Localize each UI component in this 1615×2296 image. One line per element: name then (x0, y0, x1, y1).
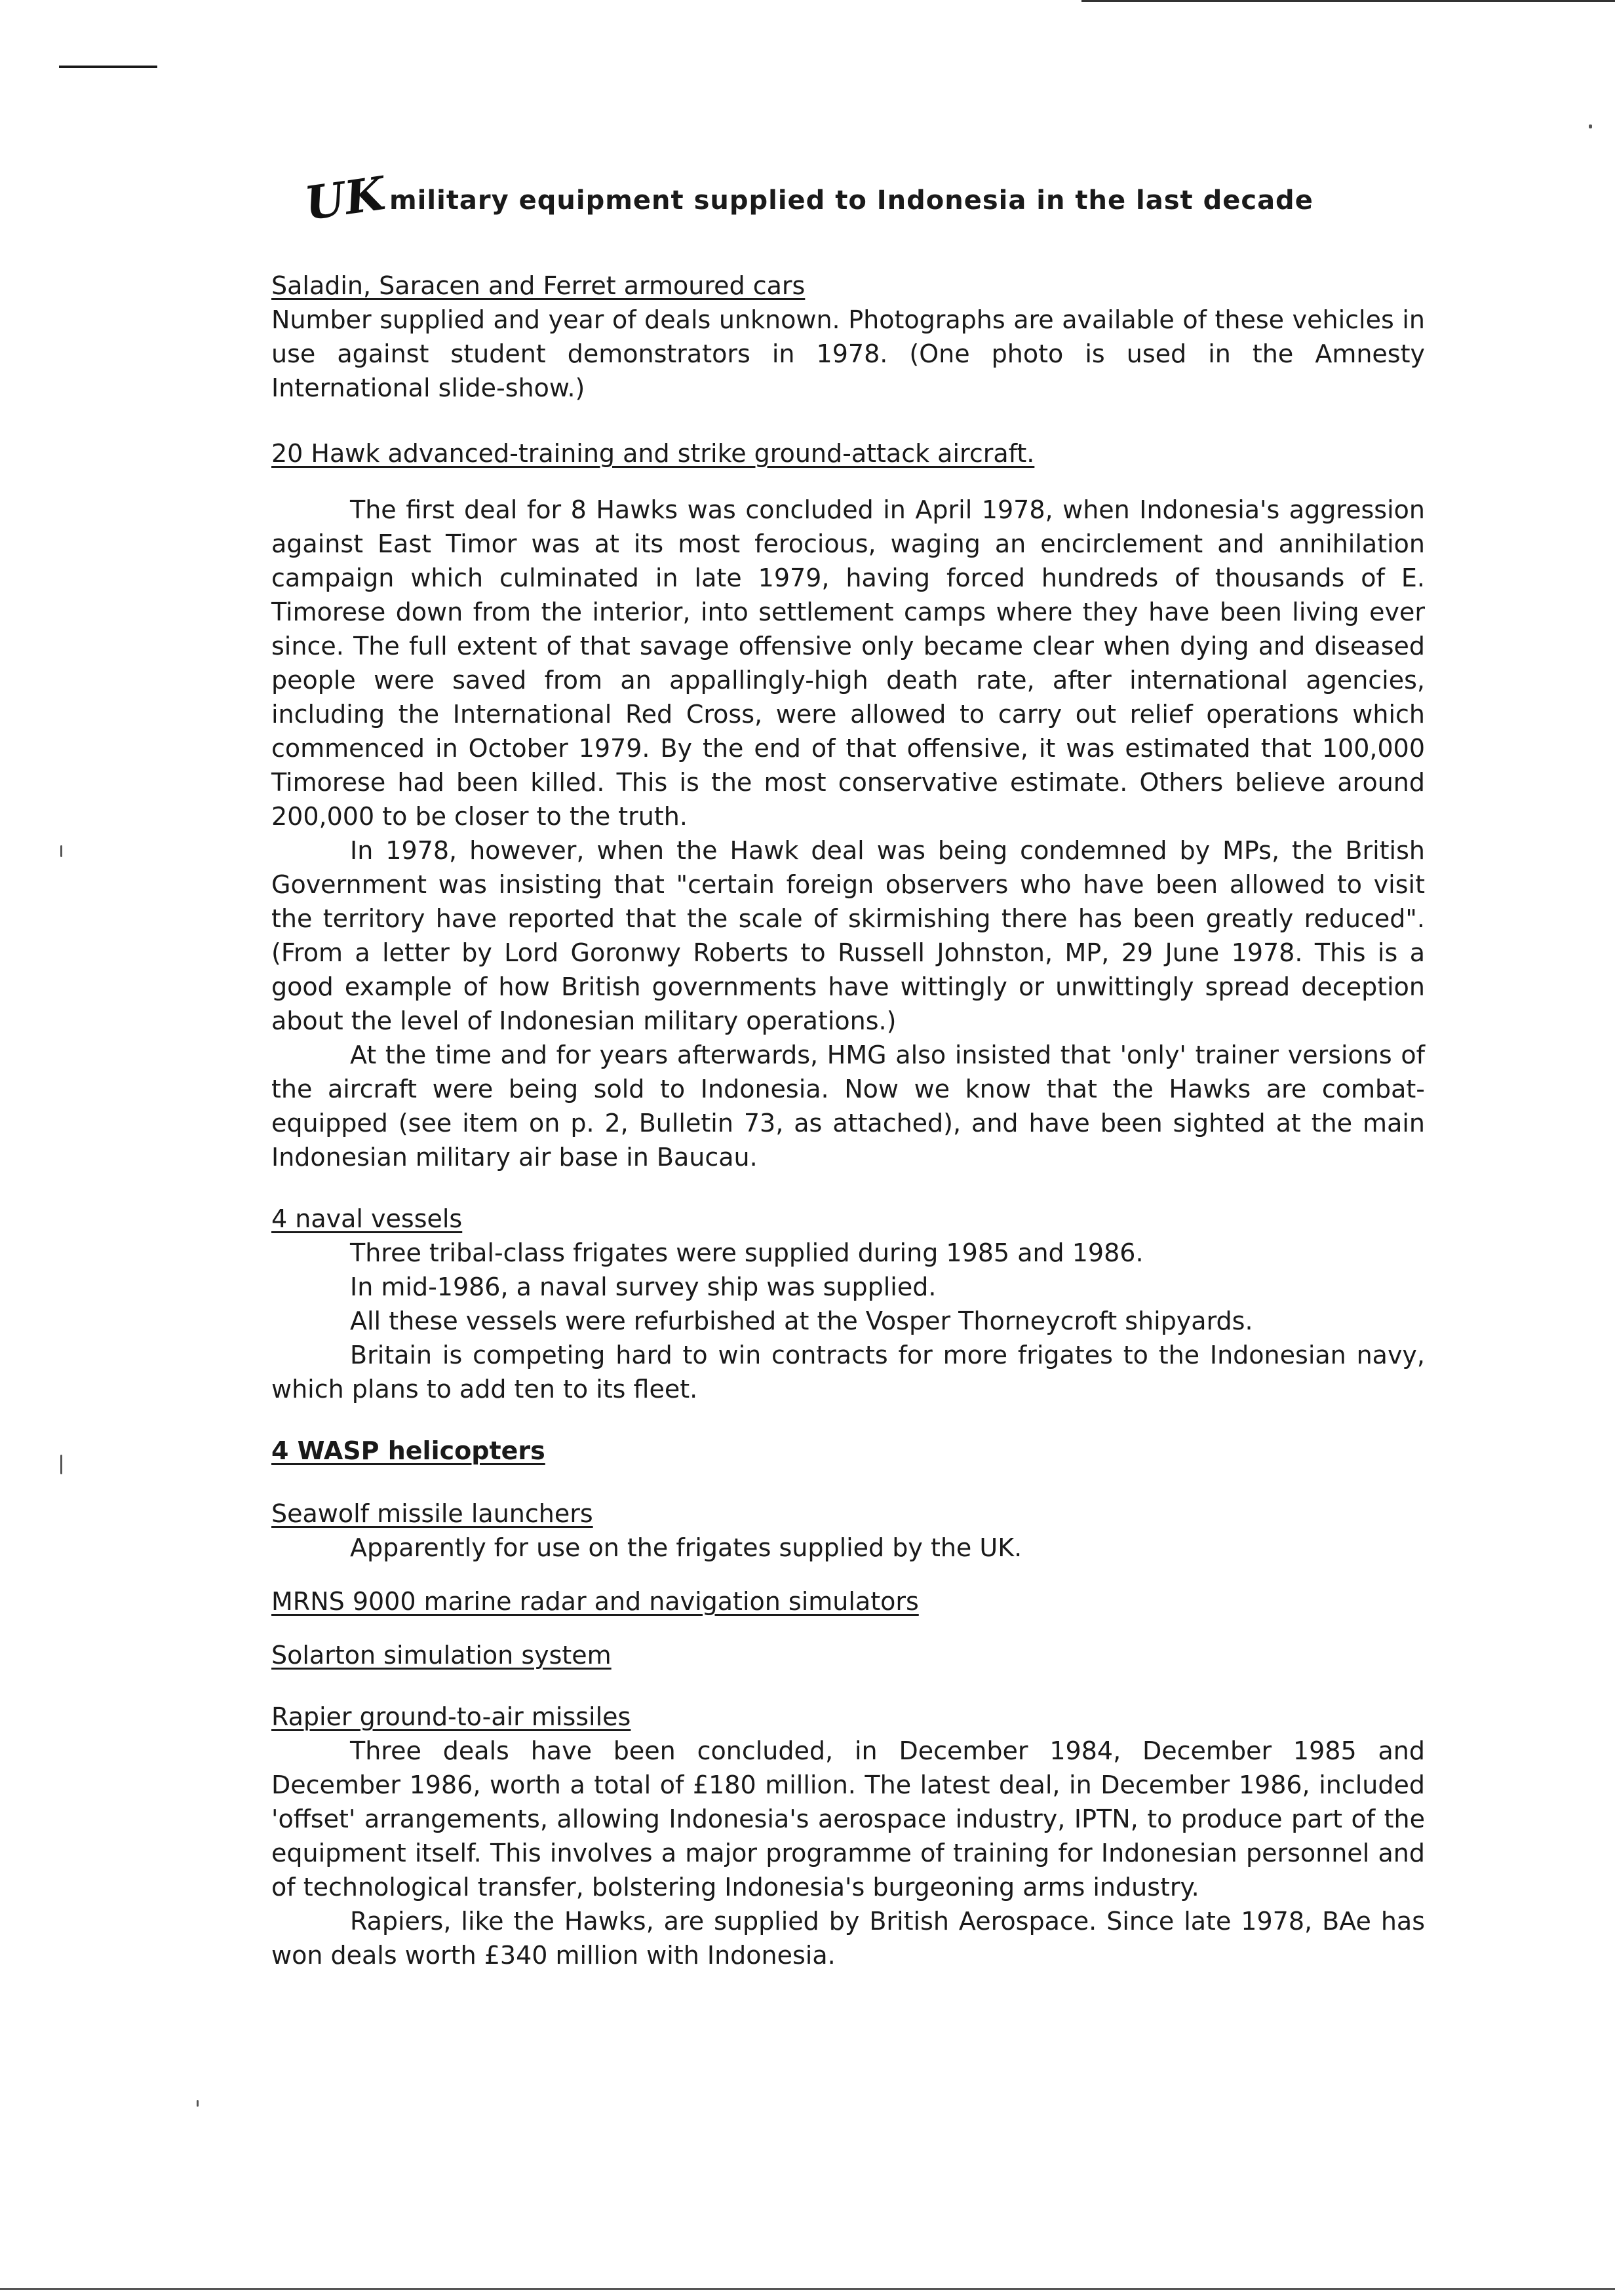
section-heading: Solarton simulation system (271, 1641, 612, 1670)
section-heading: 4 WASP helicopters (271, 1436, 545, 1465)
scan-edge-mark (59, 66, 157, 68)
section-body: Apparently for use on the frigates supplied by the UK. (350, 1533, 1022, 1562)
list-item: All these vessels were refurbished at the Vosper Thorneycroft shipyards. (350, 1307, 1253, 1335)
section-armoured-cars (271, 269, 1425, 405)
section-body: Number supplied and year of deals unknown. Photographs are available of these vehicles in use against student demonstrators in 1978. (One photo is used in the Amnesty International slide-show.) (271, 305, 1425, 402)
section-seawolf (271, 1497, 1425, 1565)
scan-speck (60, 845, 62, 857)
section-heading: 4 naval vessels (271, 1204, 463, 1233)
paragraph: Britain is competing hard to win contracts for more frigates to the Indonesian navy, which plans to add ten to its fleet. (271, 1341, 1425, 1404)
section-heading: Rapier ground-to-air missiles (271, 1702, 631, 1731)
section-naval-vessels (271, 1202, 1425, 1406)
paragraph: The first deal for 8 Hawks was concluded in April 1978, when Indonesia's aggression against East Timor was at its most ferocious, waging an encirclement and annihilation campaign which culminated in late 1979, having forced hundreds of thousands of E. Timorese down from the interior, into settlement camps where they have been living ever since. The full extent of that savage offensive only became clear when dying and diseased people were saved from an appallingly-high death rate, after international agencies, including the International Red Cross, were allowed to carry out relief operations which commenced in October 1979. By the end of that offensive, it was estimated that 100,000 Timorese had been killed. This is the most conservative estimate. Others believe around 200,000 to be closer to the truth. (271, 495, 1425, 831)
handwritten-annotation: UK (302, 166, 389, 231)
paragraph: Rapiers, like the Hawks, are supplied by British Aerospace. Since late 1978, BAe has won deals worth £340 million with Indonesia. (271, 1907, 1425, 1970)
scan-edge-mark (0, 2288, 1615, 2290)
page-title: military equipment supplied to Indonesia in the last decade (389, 185, 1313, 216)
list-item: In mid-1986, a naval survey ship was supplied. (350, 1272, 937, 1301)
document-body (271, 183, 1425, 1972)
section-solarton (271, 1638, 1425, 1672)
scan-speck (197, 2100, 199, 2107)
section-rapier (271, 1700, 1425, 1972)
section-heading: Seawolf missile launchers (271, 1499, 593, 1528)
section-wasp (271, 1434, 1425, 1468)
paragraph: Three deals have been concluded, in December 1984, December 1985 and December 1986, worth a total of £180 million. The latest deal, in December 1986, included 'offset' arrangements, allowing Indonesia's aerospace industry, IPTN, to produce part of the equipment itself. This involves a major programme of training for Indonesian personnel and of technological transfer, bolstering Indonesia's burgeoning arms industry. (271, 1736, 1425, 1902)
scan-edge-mark (1081, 0, 1615, 2)
section-heading: Saladin, Saracen and Ferret armoured cars (271, 271, 806, 300)
paragraph: In 1978, however, when the Hawk deal was being condemned by MPs, the British Government was insisting that "certain foreign observers who have been allowed to visit the territory have reported that the scale of skirmishing there has been greatly reduced". (From a letter by Lord Goronwy Roberts to Russell Johnston, MP, 29 June 1978. This is a good example of how British governments have wittingly or unwittingly spread deception about the level of Indonesian military operations.) (271, 836, 1425, 1035)
scan-speck (1589, 124, 1592, 128)
list-item: Three tribal-class frigates were supplied during 1985 and 1986. (350, 1238, 1144, 1267)
section-heading: MRNS 9000 marine radar and navigation simulators (271, 1587, 919, 1616)
section-mrns (271, 1584, 1425, 1618)
scan-speck (60, 1455, 62, 1474)
section-heading: 20 Hawk advanced-training and strike ground-attack aircraft. (271, 439, 1035, 468)
section-hawk (271, 436, 1425, 1174)
paragraph: At the time and for years afterwards, HMG also insisted that 'only' trainer versions of the aircraft were being sold to Indonesia. Now we know that the Hawks are combat-equipped (see item on p. 2, Bulletin 73, as attached), and have been sighted at the main Indonesian military air base in Baucau. (271, 1041, 1425, 1172)
